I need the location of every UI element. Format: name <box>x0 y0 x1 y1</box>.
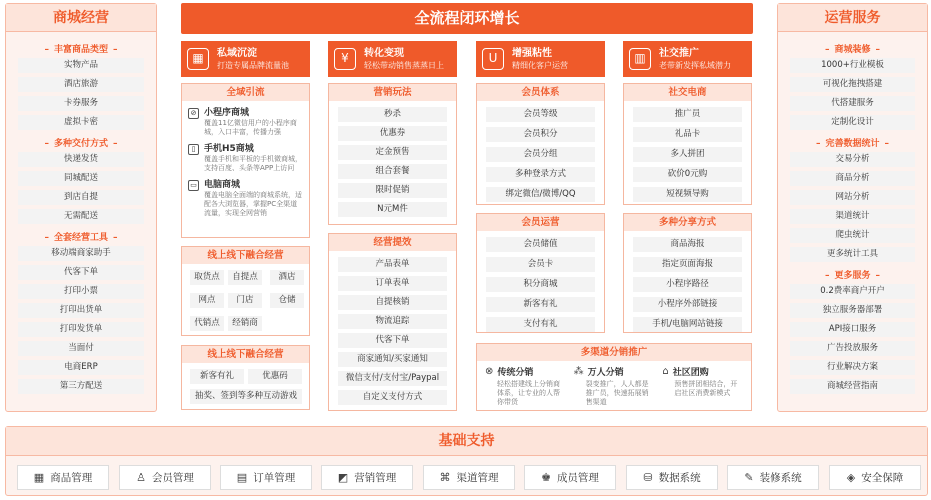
group-title <box>778 268 927 284</box>
foundation-label: 订单管理 <box>253 472 296 484</box>
o2o2-body <box>182 363 309 408</box>
dash-left: – <box>815 139 821 149</box>
side-item: 到店自提 <box>18 190 144 205</box>
o2o-item: 仓储 <box>270 293 304 308</box>
distribution-head <box>574 365 655 378</box>
distribution-desc: 轻松搭建线上分销商体系，让专业的人帮你带货 <box>497 380 560 406</box>
distribution-title: 多渠道分销推广 <box>477 344 751 361</box>
foundation-label: 安全保障 <box>861 472 904 484</box>
column-title: 增强粘性 <box>512 48 552 59</box>
traffic-title: 全域引流 <box>182 84 309 101</box>
foundation-item <box>17 465 109 490</box>
column-subtitle: 轻松带动销售蒸蒸日上 <box>364 61 444 70</box>
social-item: 礼品卡 <box>633 127 742 142</box>
foundation-item <box>423 465 515 490</box>
group-title <box>778 136 927 152</box>
side-item: 第三方配送 <box>18 379 144 394</box>
side-item: 代客下单 <box>18 265 144 280</box>
member-system-item: 绑定微信/微博/QQ <box>486 187 595 202</box>
column-header <box>476 41 605 77</box>
group-title-text: 商城装修 <box>834 45 871 55</box>
distribution-icon: ⊗ <box>485 366 494 377</box>
foundation-item <box>220 465 312 490</box>
side-item: 独立服务器部署 <box>790 303 915 318</box>
top-banner: 全流程闭环增长 <box>181 3 753 34</box>
dash-left: – <box>824 271 830 281</box>
efficiency-item: 代客下单 <box>338 333 447 348</box>
side-item: 电商ERP <box>18 360 144 375</box>
foundation-icon: ⛁ <box>643 471 653 484</box>
efficiency-body <box>329 251 456 405</box>
distribution-name: 万人分销 <box>587 368 624 378</box>
traffic-item <box>188 143 303 173</box>
side-item: 定制化设计 <box>790 115 915 130</box>
marketing-item: 秒杀 <box>338 107 447 122</box>
column-icon: ¥ <box>334 48 356 70</box>
share-title: 多种分享方式 <box>624 214 751 231</box>
share-item: 小程序路径 <box>633 277 742 292</box>
side-item: 打印发货单 <box>18 322 144 337</box>
column-icon: ▦ <box>187 48 209 70</box>
right-panel-body <box>778 32 927 394</box>
side-item: 广告投放服务 <box>790 341 915 356</box>
traffic-icon: ▯ <box>188 144 199 155</box>
foundation-label: 装修系统 <box>759 472 802 484</box>
foundation-icon: ▤ <box>236 471 248 484</box>
member-system-box <box>476 83 605 205</box>
member-ops-item: 支付有礼 <box>486 317 595 332</box>
side-item: 无需配送 <box>18 209 144 224</box>
side-item: 更多统计工具 <box>790 247 915 262</box>
column-subtitle: 打造专属品牌流量池 <box>217 61 289 70</box>
social-item: 推广员 <box>633 107 742 122</box>
distribution-head <box>662 365 743 378</box>
o2o-box <box>181 246 310 336</box>
efficiency-item: 订单表单 <box>338 276 447 291</box>
distribution-desc: 裂变推广，人人都是推广员，快速拓展销售渠道 <box>585 380 649 406</box>
side-item: 1000+行业模板 <box>790 58 915 73</box>
share-box <box>623 213 752 333</box>
dash-right: – <box>113 233 118 243</box>
foundation-label: 数据系统 <box>658 472 701 484</box>
member-ops-box <box>476 213 605 333</box>
social-title: 社交电商 <box>624 84 751 101</box>
marketing-item: 定金预售 <box>338 145 447 160</box>
distribution-item <box>570 365 659 407</box>
social-body <box>624 101 751 202</box>
distribution-icon: ⌂ <box>662 366 669 377</box>
distribution-icon: ⁂ <box>573 366 584 377</box>
side-item: 商品分析 <box>790 171 915 186</box>
foundation-icon: ◈ <box>846 471 856 484</box>
foundation-label: 会员管理 <box>151 472 194 484</box>
traffic-item <box>188 179 303 218</box>
member-system-title: 会员体系 <box>477 84 604 101</box>
member-system-item: 会员积分 <box>486 127 595 142</box>
traffic-item <box>188 107 303 137</box>
distribution-box <box>476 343 752 411</box>
side-item: 快递发货 <box>18 152 144 167</box>
o2o-item: 经销商 <box>228 316 262 331</box>
distribution-item <box>658 365 747 407</box>
column-header <box>623 41 752 77</box>
side-item: 代搭建服务 <box>790 96 915 111</box>
traffic-text <box>204 107 303 137</box>
group-title-text: 更多服务 <box>834 271 871 281</box>
traffic-desc: 覆盖手机和平板的手机微商城，支持百度、头条等APP上访问 <box>204 155 302 172</box>
distribution-name: 社区团购 <box>672 368 709 378</box>
side-item: 商城经营指南 <box>790 379 915 394</box>
social-item: 多人拼团 <box>633 147 742 162</box>
group-title-text: 丰富商品类型 <box>53 45 108 55</box>
left-panel <box>5 3 157 412</box>
side-item: 0.2费率商户开户 <box>790 284 915 299</box>
member-ops-title: 会员运营 <box>477 214 604 231</box>
social-box <box>623 83 752 205</box>
side-item: 酒店旅游 <box>18 77 144 92</box>
dash-right: – <box>875 45 880 55</box>
member-ops-item: 会员储值 <box>486 237 595 252</box>
marketing-title: 营销玩法 <box>329 84 456 101</box>
dash-left: – <box>44 139 49 149</box>
o2o2-item: 抽奖、签到等多种互动游戏 <box>190 389 302 404</box>
foundation-item <box>119 465 211 490</box>
column-icon: U <box>482 48 504 70</box>
dash-left: – <box>824 45 830 55</box>
group-title <box>6 136 156 152</box>
column-text <box>364 47 444 71</box>
column-subtitle: 精细化客户运营 <box>512 61 568 70</box>
share-item: 手机/电脑网站链接 <box>633 317 742 332</box>
foundation-item <box>524 465 616 490</box>
o2o2-item: 新客有礼 <box>190 369 244 384</box>
traffic-name: 小程序商城 <box>204 108 250 118</box>
dash-right: – <box>884 139 889 149</box>
efficiency-item: 物流追踪 <box>338 314 447 329</box>
distribution-name: 传统分销 <box>497 368 534 378</box>
member-system-item: 会员分组 <box>486 147 595 162</box>
side-item: 行业解决方案 <box>790 360 915 375</box>
column-subtitle: 老带新发挥私域潜力 <box>659 61 731 70</box>
column-text <box>217 47 289 71</box>
traffic-body <box>182 107 309 218</box>
traffic-name: 手机H5商城 <box>204 144 254 154</box>
social-item: 砍价0元购 <box>633 167 742 182</box>
side-item: 网站分析 <box>790 190 915 205</box>
efficiency-box <box>328 233 457 411</box>
o2o2-box <box>181 345 310 410</box>
traffic-name: 电脑商城 <box>204 180 241 190</box>
foundation-item <box>321 465 413 490</box>
efficiency-item: 商家通知/买家通知 <box>338 352 447 367</box>
side-item: 渠道统计 <box>790 209 915 224</box>
distribution-desc: 预售拼团相结合，开启社区消费新模式 <box>674 380 738 397</box>
side-item: 打印小票 <box>18 284 144 299</box>
side-item: API接口服务 <box>790 322 915 337</box>
dash-right: – <box>113 45 118 55</box>
member-system-item: 多种登录方式 <box>486 167 595 182</box>
traffic-desc: 覆盖11亿微信用户的小程序商城，入口丰富，传播力强 <box>204 119 297 136</box>
traffic-icon: ▭ <box>188 180 199 191</box>
right-panel-title: 运营服务 <box>778 4 927 32</box>
column-header <box>328 41 457 77</box>
dash-left: – <box>44 233 49 243</box>
right-panel <box>777 3 928 412</box>
foundation-icon: ⌘ <box>439 471 451 484</box>
o2o-title: 线上线下融合经营 <box>182 247 309 264</box>
group-title-text: 完善数据统计 <box>825 139 880 149</box>
group-title-text: 全套经营工具 <box>53 233 108 243</box>
efficiency-item: 自定义支付方式 <box>338 390 447 405</box>
marketing-box <box>328 83 457 225</box>
share-body <box>624 231 751 332</box>
column-text <box>512 47 568 71</box>
efficiency-item: 自提核销 <box>338 295 447 310</box>
o2o-item: 取货点 <box>190 270 224 285</box>
marketing-item: N元M件 <box>338 202 447 217</box>
side-item: 爬虫统计 <box>790 228 915 243</box>
traffic-icon: ⊘ <box>188 108 199 119</box>
share-item: 小程序外部链接 <box>633 297 742 312</box>
o2o-item: 代销点 <box>190 316 224 331</box>
o2o-item: 门店 <box>228 293 262 308</box>
group-title <box>6 230 156 246</box>
group-title <box>6 42 156 58</box>
foundation-icon: ♚ <box>541 471 551 484</box>
column-title: 转化变现 <box>364 48 404 59</box>
column-text <box>659 47 731 71</box>
distribution-item <box>481 365 570 407</box>
side-item: 交易分析 <box>790 152 915 167</box>
marketing-item: 优惠券 <box>338 126 447 141</box>
member-ops-item: 积分商城 <box>486 277 595 292</box>
o2o-item: 自提点 <box>228 270 262 285</box>
foundation-item <box>626 465 718 490</box>
traffic-text <box>204 143 303 173</box>
side-item: 同城配送 <box>18 171 144 186</box>
side-item: 卡券服务 <box>18 96 144 111</box>
o2o-body <box>182 264 309 334</box>
foundation-icon: ◩ <box>337 471 349 484</box>
o2o2-item: 优惠码 <box>248 369 302 384</box>
foundation-icon: ✎ <box>744 471 754 484</box>
distribution-head <box>485 365 566 378</box>
foundation-label: 渠道管理 <box>456 472 499 484</box>
traffic-desc: 覆盖电脑全面端的商城系统，适配各大浏览器，掌握PC全渠道流量，实现全网营销 <box>204 191 302 217</box>
share-item: 商品海报 <box>633 237 742 252</box>
side-item: 实物产品 <box>18 58 144 73</box>
member-ops-item: 新客有礼 <box>486 297 595 312</box>
member-ops-body <box>477 231 604 332</box>
foundation-item <box>727 465 819 490</box>
side-item: 打印出货单 <box>18 303 144 318</box>
dash-right: – <box>113 139 118 149</box>
left-panel-title: 商城经营 <box>6 4 156 32</box>
o2o-item: 网点 <box>190 293 224 308</box>
side-item: 移动端商家助手 <box>18 246 144 261</box>
share-item: 指定页面海报 <box>633 257 742 272</box>
o2o-item: 酒店 <box>270 270 304 285</box>
foundation-icon: ▦ <box>33 471 45 484</box>
dash-right: – <box>875 271 880 281</box>
traffic-box <box>181 83 310 238</box>
foundation-label: 商品管理 <box>50 472 93 484</box>
member-system-body <box>477 101 604 202</box>
side-item: 当面付 <box>18 341 144 356</box>
foundation-label: 成员管理 <box>556 472 599 484</box>
marketing-item: 组合套餐 <box>338 164 447 179</box>
foundation-label: 营销管理 <box>354 472 397 484</box>
distribution-body <box>477 361 751 407</box>
member-system-item: 会员等级 <box>486 107 595 122</box>
column-icon: ▥ <box>629 48 651 70</box>
column-header <box>181 41 310 77</box>
group-title-text: 多种交付方式 <box>53 139 108 149</box>
marketing-item: 限时促销 <box>338 183 447 198</box>
group-title <box>778 42 927 58</box>
efficiency-item: 微信支付/支付宝/Paypal <box>338 371 447 386</box>
foundation-item <box>829 465 921 490</box>
traffic-text <box>204 179 303 218</box>
social-item: 短视频导购 <box>633 187 742 202</box>
member-ops-item: 会员卡 <box>486 257 595 272</box>
o2o2-title: 线上线下融合经营 <box>182 346 309 363</box>
dash-left: – <box>44 45 49 55</box>
column-title: 社交推广 <box>659 48 699 59</box>
foundation-icon: ♙ <box>136 471 146 484</box>
left-panel-body <box>6 32 156 394</box>
side-item: 虚拟卡密 <box>18 115 144 130</box>
marketing-body <box>329 101 456 217</box>
efficiency-item: 产品表单 <box>338 257 447 272</box>
side-item: 可视化拖拽搭建 <box>790 77 915 92</box>
foundation-title: 基础支持 <box>6 427 927 456</box>
column-title: 私域沉淀 <box>217 48 257 59</box>
efficiency-title: 经营提效 <box>329 234 456 251</box>
